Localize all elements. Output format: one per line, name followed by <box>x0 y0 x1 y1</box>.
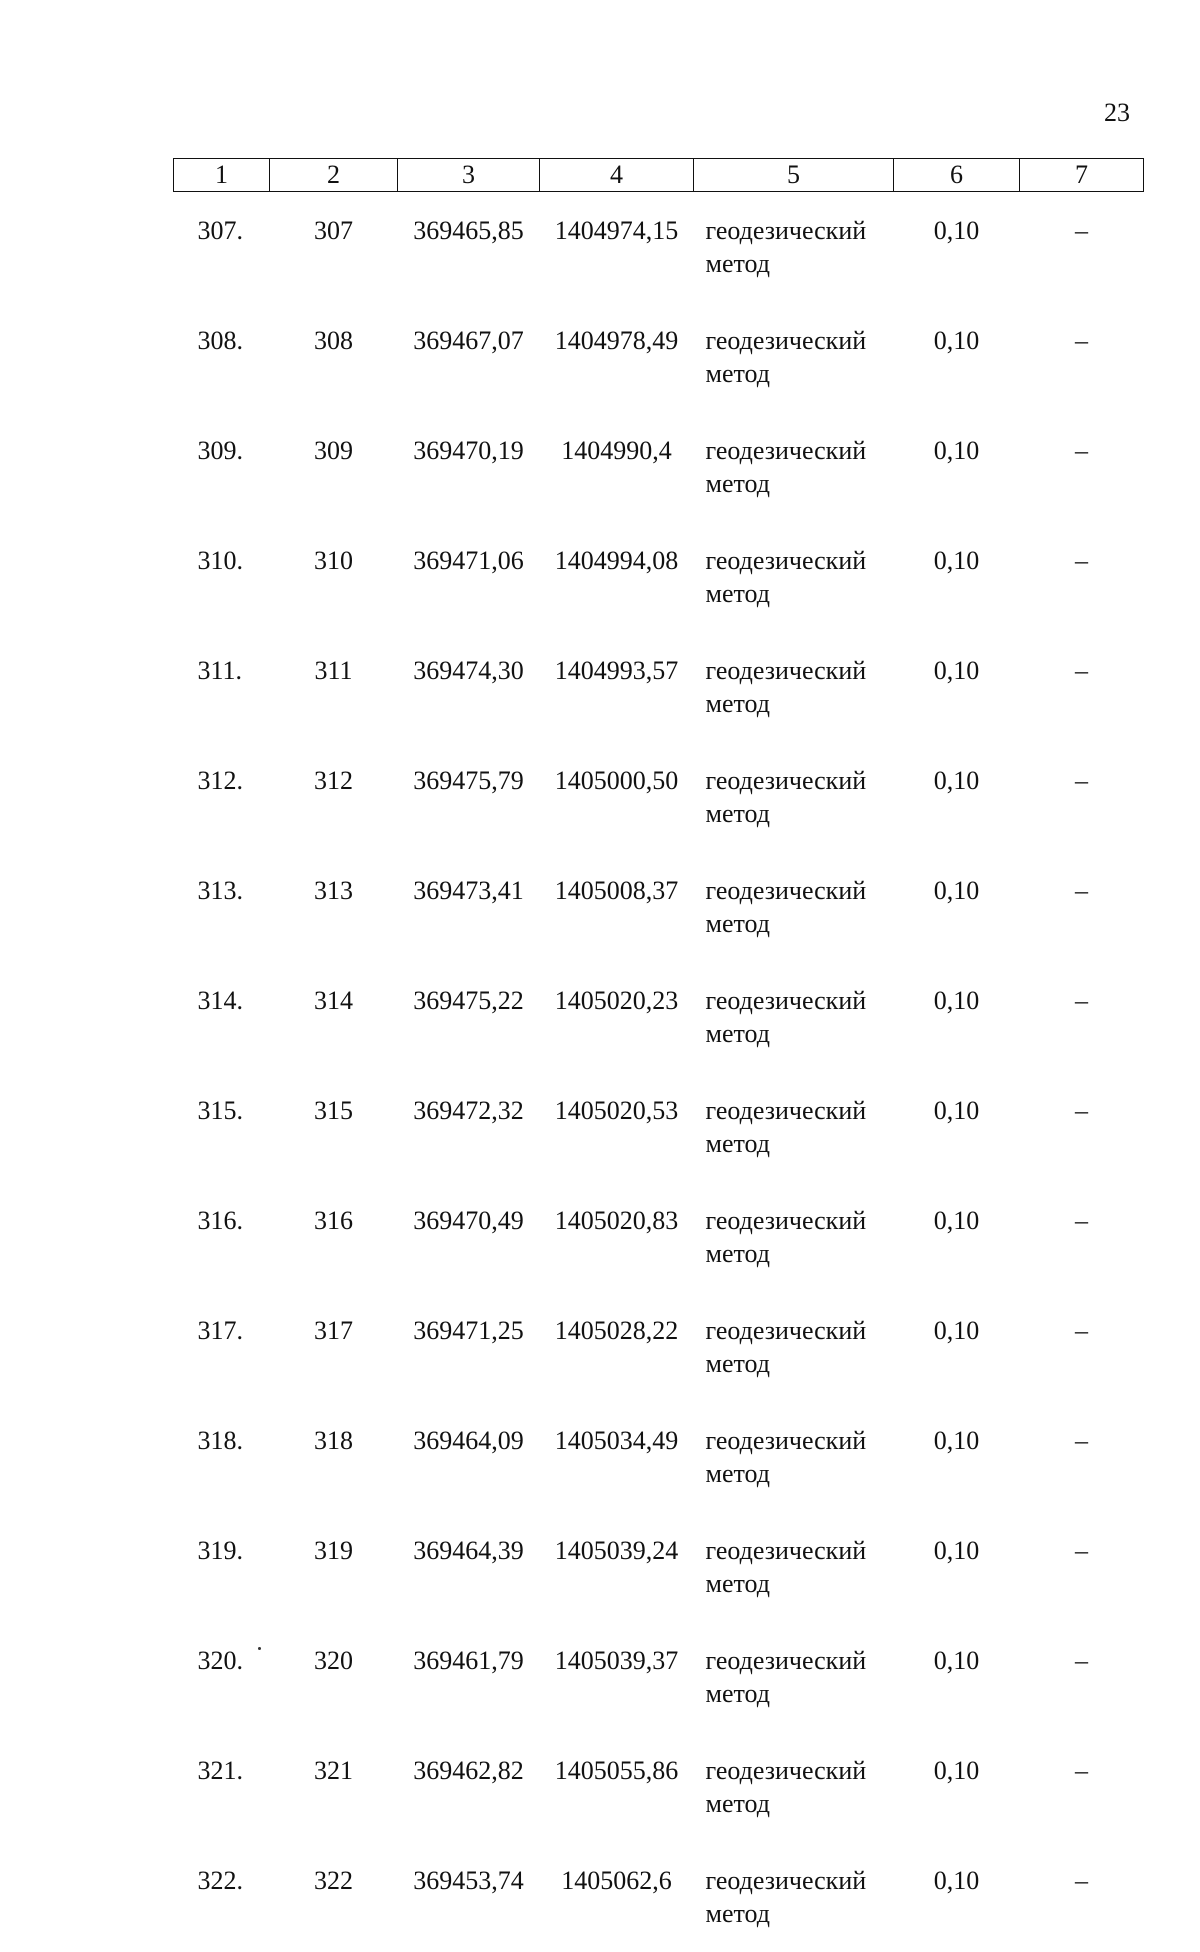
table-row <box>174 632 1144 742</box>
cell-coordinate-x: 369462,82 <box>398 1732 540 1842</box>
table-row <box>174 1622 1144 1732</box>
cell-point-number: 317 <box>270 1292 398 1402</box>
cell-row-number: 310. <box>174 522 270 632</box>
cell-coordinate-x: 369467,07 <box>398 302 540 412</box>
cell-note: – <box>1020 1182 1144 1292</box>
cell-accuracy: 0,10 <box>894 1402 1020 1512</box>
table-row <box>174 192 1144 303</box>
cell-note: – <box>1020 302 1144 412</box>
cell-note: – <box>1020 632 1144 742</box>
cell-point-number: 313 <box>270 852 398 962</box>
cell-coordinate-x: 369465,85 <box>398 192 540 303</box>
cell-note: – <box>1020 192 1144 303</box>
cell-note: – <box>1020 412 1144 522</box>
cell-coordinate-y: 1404978,49 <box>540 302 694 412</box>
cell-point-number: 311 <box>270 632 398 742</box>
table-row <box>174 412 1144 522</box>
cell-method: геодезический метод <box>694 1732 894 1842</box>
cell-point-number: 321 <box>270 1732 398 1842</box>
table-body <box>174 192 1144 1952</box>
cell-point-number: 316 <box>270 1182 398 1292</box>
cell-point-number: 315 <box>270 1072 398 1182</box>
cell-coordinate-y: 1405034,49 <box>540 1402 694 1512</box>
column-header-4: 4 <box>540 159 694 192</box>
cell-coordinate-y: 1405020,53 <box>540 1072 694 1182</box>
cell-method: геодезический метод <box>694 1622 894 1732</box>
cell-note: – <box>1020 1072 1144 1182</box>
column-header-6: 6 <box>894 159 1020 192</box>
cell-method: геодезический метод <box>694 962 894 1072</box>
cell-method: геодезический метод <box>694 1512 894 1622</box>
column-header-3: 3 <box>398 159 540 192</box>
cell-coordinate-y: 1405062,6 <box>540 1842 694 1952</box>
column-header-1: 1 <box>174 159 270 192</box>
cell-note: – <box>1020 962 1144 1072</box>
cell-accuracy: 0,10 <box>894 1512 1020 1622</box>
cell-point-number: 318 <box>270 1402 398 1512</box>
cell-accuracy: 0,10 <box>894 1072 1020 1182</box>
cell-method: геодезический метод <box>694 1072 894 1182</box>
cell-coordinate-y: 1405008,37 <box>540 852 694 962</box>
cell-accuracy: 0,10 <box>894 192 1020 303</box>
cell-coordinate-y: 1405020,23 <box>540 962 694 1072</box>
cell-note: – <box>1020 852 1144 962</box>
cell-note: – <box>1020 1732 1144 1842</box>
cell-row-number: 317. <box>174 1292 270 1402</box>
cell-accuracy: 0,10 <box>894 962 1020 1072</box>
cell-row-number: 321. <box>174 1732 270 1842</box>
cell-method: геодезический метод <box>694 1842 894 1952</box>
table-row <box>174 1292 1144 1402</box>
cell-coordinate-x: 369475,22 <box>398 962 540 1072</box>
table-row <box>174 742 1144 852</box>
cell-coordinate-y: 1405039,24 <box>540 1512 694 1622</box>
table-row <box>174 1512 1144 1622</box>
cell-method: геодезический метод <box>694 1182 894 1292</box>
cell-accuracy: 0,10 <box>894 742 1020 852</box>
cell-note: – <box>1020 1512 1144 1622</box>
cell-method: геодезический метод <box>694 1292 894 1402</box>
cell-method: геодезический метод <box>694 192 894 303</box>
cell-row-number: 322. <box>174 1842 270 1952</box>
table-row <box>174 1842 1144 1952</box>
cell-coordinate-x: 369464,39 <box>398 1512 540 1622</box>
page-number: 23 <box>1104 98 1130 128</box>
cell-accuracy: 0,10 <box>894 1842 1020 1952</box>
cell-row-number: 320. <box>174 1622 270 1732</box>
cell-accuracy: 0,10 <box>894 1732 1020 1842</box>
column-header-2: 2 <box>270 159 398 192</box>
table-header-row <box>174 159 1144 192</box>
cell-coordinate-x: 369464,09 <box>398 1402 540 1512</box>
cell-accuracy: 0,10 <box>894 412 1020 522</box>
cell-row-number: 313. <box>174 852 270 962</box>
cell-point-number: 308 <box>270 302 398 412</box>
table-row <box>174 1732 1144 1842</box>
cell-accuracy: 0,10 <box>894 852 1020 962</box>
cell-row-number: 307. <box>174 192 270 303</box>
cell-method: геодезический метод <box>694 852 894 962</box>
cell-note: – <box>1020 1622 1144 1732</box>
cell-row-number: 309. <box>174 412 270 522</box>
cell-accuracy: 0,10 <box>894 1182 1020 1292</box>
coordinates-table <box>173 158 1144 1952</box>
table-row <box>174 1072 1144 1182</box>
cell-coordinate-y: 1404994,08 <box>540 522 694 632</box>
table-row <box>174 1402 1144 1512</box>
cell-point-number: 307 <box>270 192 398 303</box>
cell-coordinate-x: 369471,25 <box>398 1292 540 1402</box>
cell-accuracy: 0,10 <box>894 522 1020 632</box>
cell-coordinate-y: 1405000,50 <box>540 742 694 852</box>
cell-method: геодезический метод <box>694 412 894 522</box>
cell-coordinate-x: 369472,32 <box>398 1072 540 1182</box>
cell-note: – <box>1020 522 1144 632</box>
cell-method: геодезический метод <box>694 522 894 632</box>
cell-coordinate-y: 1405020,83 <box>540 1182 694 1292</box>
cell-accuracy: 0,10 <box>894 1292 1020 1402</box>
cell-coordinate-y: 1404974,15 <box>540 192 694 303</box>
cell-row-number: 316. <box>174 1182 270 1292</box>
cell-point-number: 320 <box>270 1622 398 1732</box>
cell-coordinate-x: 369461,79 <box>398 1622 540 1732</box>
cell-row-number: 318. <box>174 1402 270 1512</box>
cell-coordinate-x: 369470,49 <box>398 1182 540 1292</box>
table-row <box>174 852 1144 962</box>
cell-point-number: 322 <box>270 1842 398 1952</box>
table-row <box>174 1182 1144 1292</box>
cell-accuracy: 0,10 <box>894 302 1020 412</box>
cell-row-number: 311. <box>174 632 270 742</box>
table-row <box>174 302 1144 412</box>
cell-note: – <box>1020 1292 1144 1402</box>
cell-row-number: 314. <box>174 962 270 1072</box>
cell-note: – <box>1020 742 1144 852</box>
cell-coordinate-x: 369470,19 <box>398 412 540 522</box>
cell-accuracy: 0,10 <box>894 1622 1020 1732</box>
cell-coordinate-x: 369453,74 <box>398 1842 540 1952</box>
cell-row-number: 308. <box>174 302 270 412</box>
scan-speck <box>258 1647 261 1650</box>
cell-row-number: 312. <box>174 742 270 852</box>
cell-method: геодезический метод <box>694 1402 894 1512</box>
cell-coordinate-y: 1405039,37 <box>540 1622 694 1732</box>
cell-note: – <box>1020 1402 1144 1512</box>
cell-note: – <box>1020 1842 1144 1952</box>
cell-point-number: 310 <box>270 522 398 632</box>
cell-coordinate-y: 1404993,57 <box>540 632 694 742</box>
cell-coordinate-y: 1405028,22 <box>540 1292 694 1402</box>
cell-point-number: 314 <box>270 962 398 1072</box>
cell-coordinate-x: 369474,30 <box>398 632 540 742</box>
cell-row-number: 319. <box>174 1512 270 1622</box>
table-row <box>174 522 1144 632</box>
cell-method: геодезический метод <box>694 632 894 742</box>
cell-coordinate-x: 369475,79 <box>398 742 540 852</box>
column-header-7: 7 <box>1020 159 1144 192</box>
column-header-5: 5 <box>694 159 894 192</box>
cell-coordinate-x: 369473,41 <box>398 852 540 962</box>
cell-accuracy: 0,10 <box>894 632 1020 742</box>
cell-method: геодезический метод <box>694 742 894 852</box>
cell-coordinate-x: 369471,06 <box>398 522 540 632</box>
table-row <box>174 962 1144 1072</box>
cell-method: геодезический метод <box>694 302 894 412</box>
cell-row-number: 315. <box>174 1072 270 1182</box>
cell-point-number: 319 <box>270 1512 398 1622</box>
cell-coordinate-y: 1404990,4 <box>540 412 694 522</box>
cell-coordinate-y: 1405055,86 <box>540 1732 694 1842</box>
cell-point-number: 309 <box>270 412 398 522</box>
cell-point-number: 312 <box>270 742 398 852</box>
